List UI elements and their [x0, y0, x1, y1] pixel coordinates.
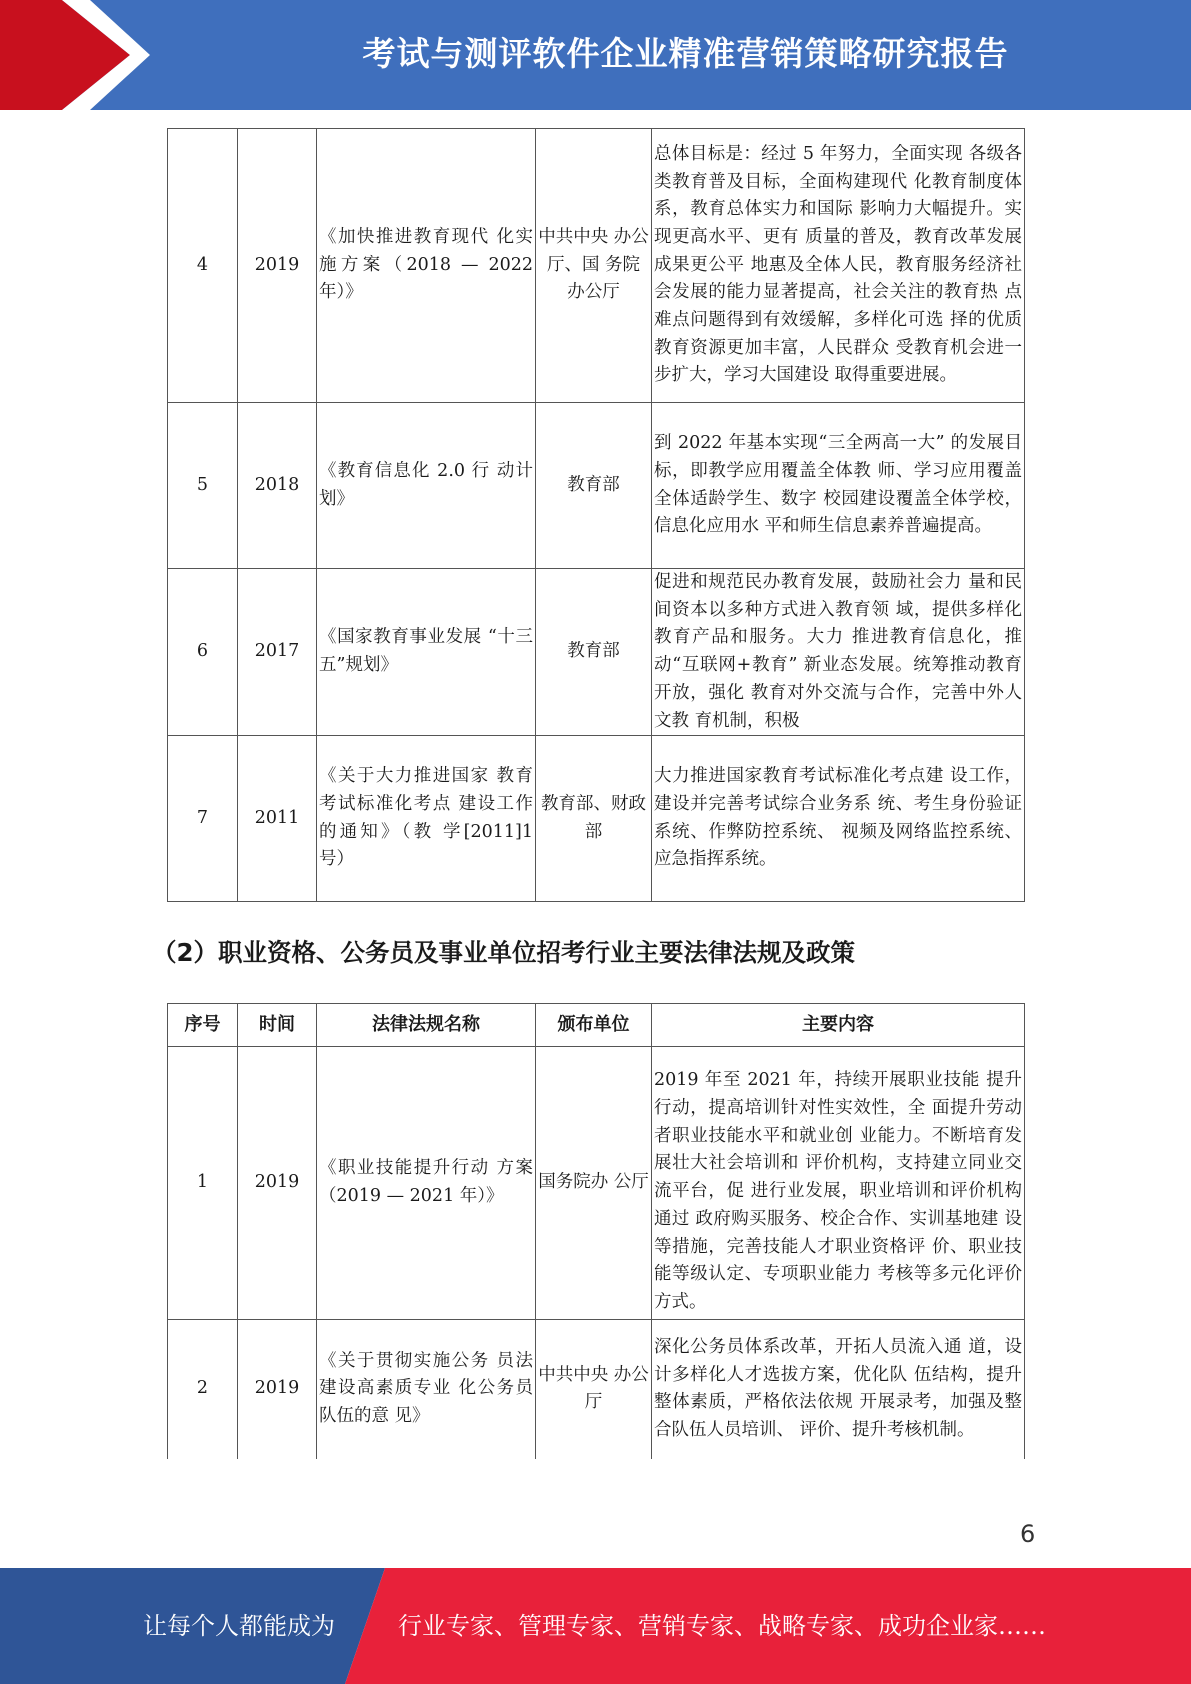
issuing-body: 教育部: [536, 569, 652, 736]
column-header-name: 法律法规名称: [317, 1004, 536, 1047]
column-header-issuer: 颁布单位: [536, 1004, 652, 1047]
row-number: 2: [168, 1320, 238, 1459]
row-year: 2011: [238, 736, 317, 902]
footer-slogan-right: 行业专家、管理专家、营销专家、战略专家、成功企业家……: [398, 1612, 1046, 1640]
issuing-body: 中共中央 办公厅: [536, 1320, 652, 1459]
regulation-name: 《教育信息化 2.0 行 动计划》: [317, 403, 536, 569]
main-content: 深化公务员体系改革，开拓人员流入通 道，设计多样化人才选拔方案，优化队 伍结构，提升整体素质，严格依法依规 开展录考，加强及整合队伍人员培训、 评价、提升考核机制。: [652, 1320, 1025, 1459]
row-year: 2018: [238, 403, 317, 569]
table-row: [168, 736, 1025, 902]
main-content: 促进和规范民办教育发展，鼓励社会力 量和民间资本以多种方式进入教育领 域，提供多样化教育产品和服务。大力 推进教育信息化，推动“互联网+教育” 新业态发展。统筹推动教育开放，强化 教育对外交流与合作，完善中外人文教 育机制，积极: [652, 569, 1025, 736]
row-number: 6: [168, 569, 238, 736]
row-year: 2017: [238, 569, 317, 736]
row-number: 7: [168, 736, 238, 902]
main-content: 2019 年至 2021 年，持续开展职业技能 提升行动，提高培训针对性实效性，全 面提升劳动者职业技能水平和就业创 业能力。不断培育发展壮大社会培训和 评价机构，支持建立同业交流平台，促 进行业发展，职业培训和评价机构通过 政府购买服务、校企合作、实训基地建 设等措施，完善技能人才职业资格评 价、职业技能等级认定、专项职业能力 考核等多元化评价方式。: [652, 1047, 1025, 1320]
table-row: [168, 569, 1025, 736]
main-content: 大力推进国家教育考试标准化考点建 设工作，建设并完善考试综合业务系 统、考生身份验证系统、作弊防控系统、 视频及网络监控系统、应急指挥系统。: [652, 736, 1025, 902]
table-row: [168, 403, 1025, 569]
regulation-name: 《关于大力推进国家 教育考试标准化考点 建设工作的通知》（教 学[2011]1 号）: [317, 736, 536, 902]
issuing-body: 教育部: [536, 403, 652, 569]
page-footer: [0, 1568, 1191, 1684]
issuing-body: 中共中央 办公厅、国 务院 办公厅: [536, 129, 652, 403]
civil-service-policy-table: [167, 1003, 1025, 1459]
page-header: [0, 0, 1191, 110]
section-heading: （2）职业资格、公务员及事业单位招考行业主要法律法规及政策: [152, 938, 856, 967]
main-content: 总体目标是：经过 5 年努力，全面实现 各级各类教育普及目标，全面构建现代 化教育制度体系，教育总体实力和国际 影响力大幅提升。实现更高水平、更有 质量的普及，教育改革发展成果更公平 地惠及全体人民，教育服务经济社会发展的能力显著提高，社会关注的教育热 点难点问题得到有效缓解，多样化可选 择的优质教育资源更加丰富，人民群众 受教育机会进一步扩大，学习大国建设 取得重要进展。: [652, 129, 1025, 403]
regulation-name: 《加快推进教育现代 化实施方案（2018 — 2022 年）》: [317, 129, 536, 403]
regulation-name: 《国家教育事业发展 “十三五”规划》: [317, 569, 536, 736]
main-content: 到 2022 年基本实现“三全两高一大” 的发展目标，即教学应用覆盖全体教 师、学习应用覆盖全体适龄学生、数字 校园建设覆盖全体学校，信息化应用水 平和师生信息素养普遍提高。: [652, 403, 1025, 569]
row-number: 1: [168, 1047, 238, 1320]
issuing-body: 国务院办 公厅: [536, 1047, 652, 1320]
row-year: 2019: [238, 129, 317, 403]
table-row: [168, 1320, 1025, 1459]
column-header-number: 序号: [168, 1004, 238, 1047]
footer-slogan-left: 让每个人都能成为: [143, 1612, 335, 1640]
table-row: [168, 129, 1025, 403]
column-header-time: 时间: [238, 1004, 317, 1047]
row-number: 4: [168, 129, 238, 403]
education-policy-table: [167, 128, 1025, 902]
row-number: 5: [168, 403, 238, 569]
table-row: [168, 1047, 1025, 1320]
page-number: 6: [1020, 1520, 1036, 1548]
row-year: 2019: [238, 1047, 317, 1320]
column-header-content: 主要内容: [652, 1004, 1025, 1047]
regulation-name: 《关于贯彻实施公务 员法建设高素质专业 化公务员队伍的意 见》: [317, 1320, 536, 1459]
row-year: 2019: [238, 1320, 317, 1459]
issuing-body: 教育部、财政部: [536, 736, 652, 902]
header-arrow-decoration: [0, 0, 180, 110]
report-title: 考试与测评软件企业精准营销策略研究报告: [362, 34, 1009, 73]
table-header-row: [168, 1004, 1025, 1047]
regulation-name: 《职业技能提升行动 方案（2019 — 2021 年）》: [317, 1047, 536, 1320]
